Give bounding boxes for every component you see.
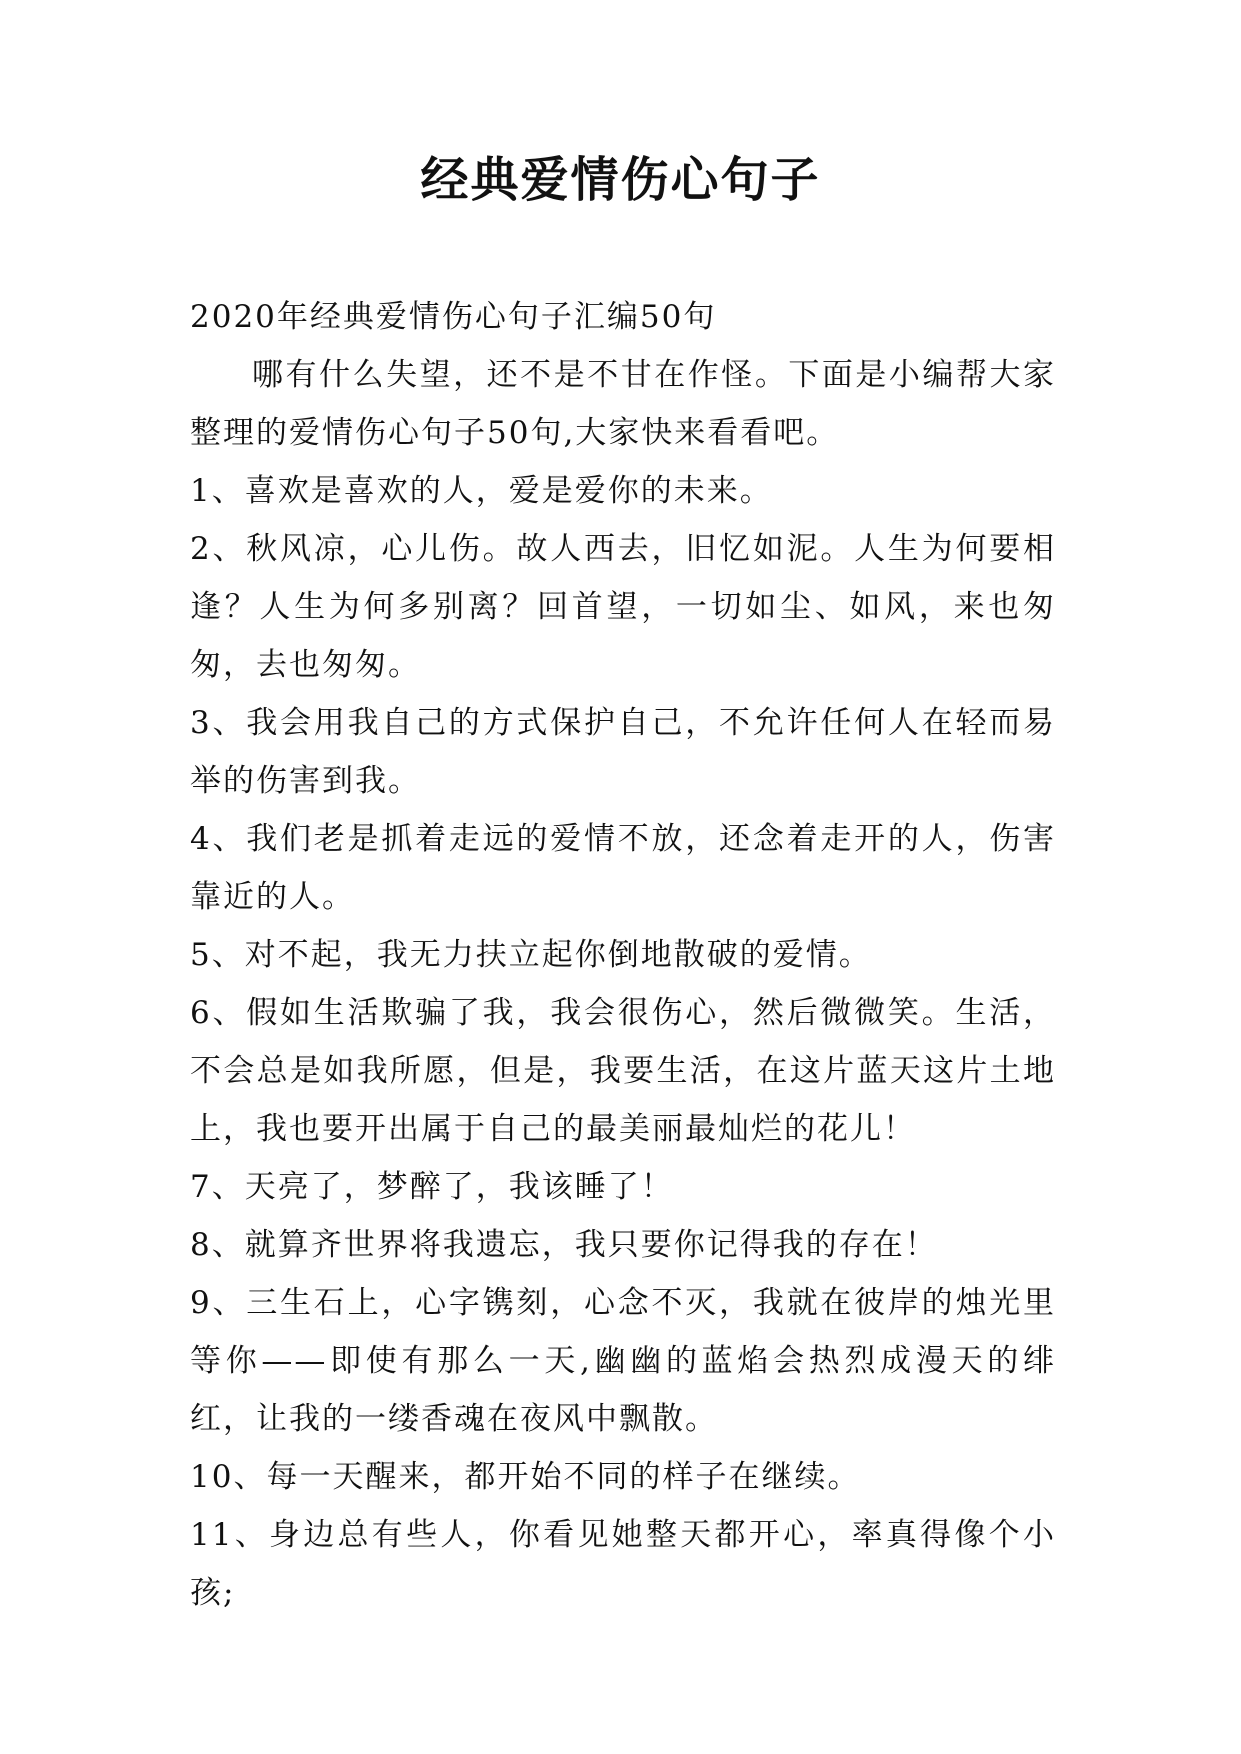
list-item: 7、天亮了，梦醉了，我该睡了！ <box>190 1169 674 1205</box>
list-item: 4、我们老是抓着走远的爱情不放，还念着走开的人，伤害靠近的人。 <box>190 821 1056 915</box>
document-title: 经典爱情伤心句子 <box>420 152 821 208</box>
list-item: 9、三生石上，心字镌刻，心念不灭，我就在彼岸的烛光里等你——即使有那么一天,幽幽的蓝焰会热烈成漫天的绯红，让我的一缕香魂在夜风中飘散。 <box>190 1285 1056 1437</box>
document-body <box>190 288 1056 1622</box>
list-item: 5、对不起，我无力扶立起你倒地散破的爱情。 <box>190 937 872 973</box>
list-item: 11、身边总有些人，你看见她整天都开心，率真得像个小孩; <box>190 1517 1056 1611</box>
list-item: 3、我会用我自己的方式保护自己，不允许任何人在轻而易举的伤害到我。 <box>190 705 1056 799</box>
intro-paragraph: 哪有什么失望，还不是不甘在作怪。下面是小编帮大家整理的爱情伤心句子50句,大家快来看看吧。 <box>190 357 1056 451</box>
list-item: 10、每一天醒来，都开始不同的样子在继续。 <box>190 1459 861 1495</box>
list-item: 2、秋风凉，心儿伤。故人西去，旧忆如泥。人生为何要相逢？人生为何多别离？回首望，一切如尘、如风，来也匆匆，去也匆匆。 <box>190 531 1056 683</box>
list-item: 6、假如生活欺骗了我，我会很伤心，然后微微笑。生活，不会总是如我所愿，但是，我要生活，在这片蓝天这片土地上，我也要开出属于自己的最美丽最灿烂的花儿！ <box>190 995 1056 1147</box>
document-subtitle: 2020年经典爱情伤心句子汇编50句 <box>190 299 717 335</box>
list-item: 1、喜欢是喜欢的人，爱是爱你的未来。 <box>190 473 773 509</box>
list-item: 8、就算齐世界将我遗忘，我只要你记得我的存在！ <box>190 1227 938 1263</box>
